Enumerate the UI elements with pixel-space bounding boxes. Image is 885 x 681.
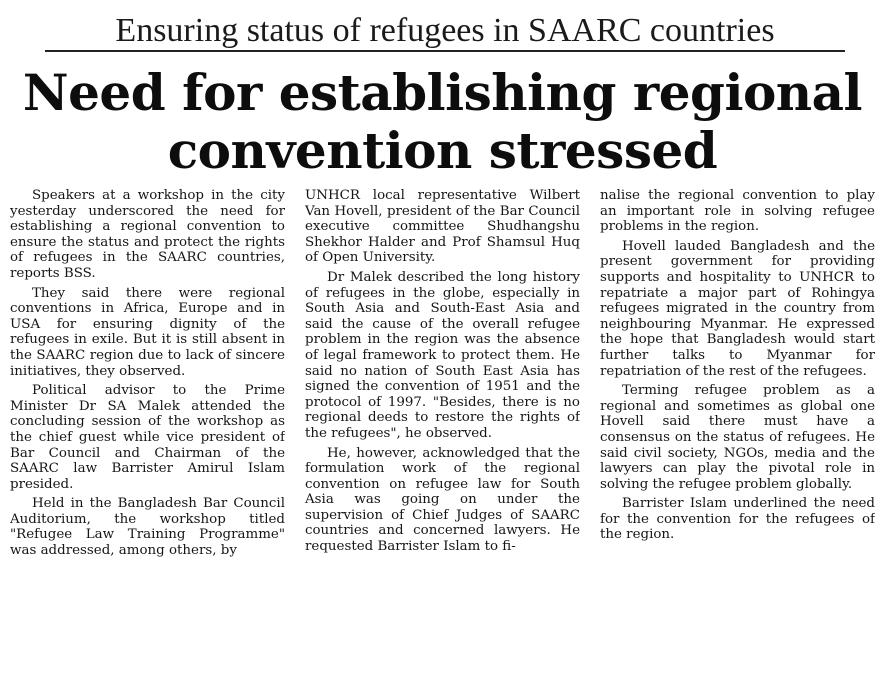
paragraph: Barrister Islam underlined the need for the convention for the refugees of the region. [600, 496, 875, 543]
paragraph: Political advisor to the Prime Minister Dr SA Malek attended the concluding session of the workshop as the chief guest while vice president of Bar Council and Chairman of the SAARC law Barrister Amirul Islam presided. [10, 383, 285, 492]
column-2 [305, 188, 580, 676]
article-kicker: Ensuring status of refugees in SAARC countries [45, 10, 845, 52]
paragraph: Speakers at a workshop in the city yesterday underscored the need for establishing a regional convention to ensure the status and protect the rights of refugees in the SAARC countries, reports BSS. [10, 188, 285, 281]
paragraph: Hovell lauded Bangladesh and the present government for providing supports and hospitality to UNHCR to repatriate a major part of Rohingya refugees migrated in the country from neighbouring Myanmar. He expressed the hope that Bangladesh would start further talks to Myanmar for repatriation of the rest of the refugees. [600, 238, 875, 379]
paragraph: UNHCR local representative Wilbert Van Hovell, president of the Bar Council executive committee Shudhangshu Shekhor Halder and Prof Shamsul Huq of Open University. [305, 188, 580, 266]
paragraph: Dr Malek described the long history of refugees in the globe, especially in South Asia and South-East Asia and said the cause of the overall refugee problem in the region was the absence of legal framework to protect them. He said no nation of South East Asia has signed the convention of 1951 and the protocol of 1997. "Besides, there is no regional deeds to restore the rights of the refugees", he observed. [305, 269, 580, 441]
article-body [10, 188, 875, 676]
column-3 [600, 188, 875, 676]
paragraph: Held in the Bangladesh Bar Council Auditorium, the workshop titled "Refugee Law Training Programme" was addressed, among others, by [10, 496, 285, 559]
column-1 [10, 188, 285, 676]
paragraph: Terming refugee problem as a regional and sometimes as global one Hovell said there must have a consensus on the status of refugees. He said civil society, NGOs, media and the lawyers can play the pivotal role in solving the refugee problem globally. [600, 383, 875, 492]
paragraph: nalise the regional convention to play an important role in solving refugee problems in the region. [600, 188, 875, 235]
paragraph: He, however, acknowledged that the formulation work of the regional convention on refugee law for South Asia was going on under the supervision of Chief Judges of SAARC countries and concerned lawyers. He requested Barrister Islam to fi- [305, 445, 580, 555]
article-headline [10, 64, 875, 180]
headline-line-1: Need for establishing regional [22, 63, 863, 122]
paragraph: They said there were regional conventions in Africa, Europe and in USA for ensuring dignity of the refugees in exile. But it is still absent in the SAARC region due to lack of sincere initiatives, they observed. [10, 285, 285, 379]
headline-line-2: convention stressed [167, 121, 718, 180]
